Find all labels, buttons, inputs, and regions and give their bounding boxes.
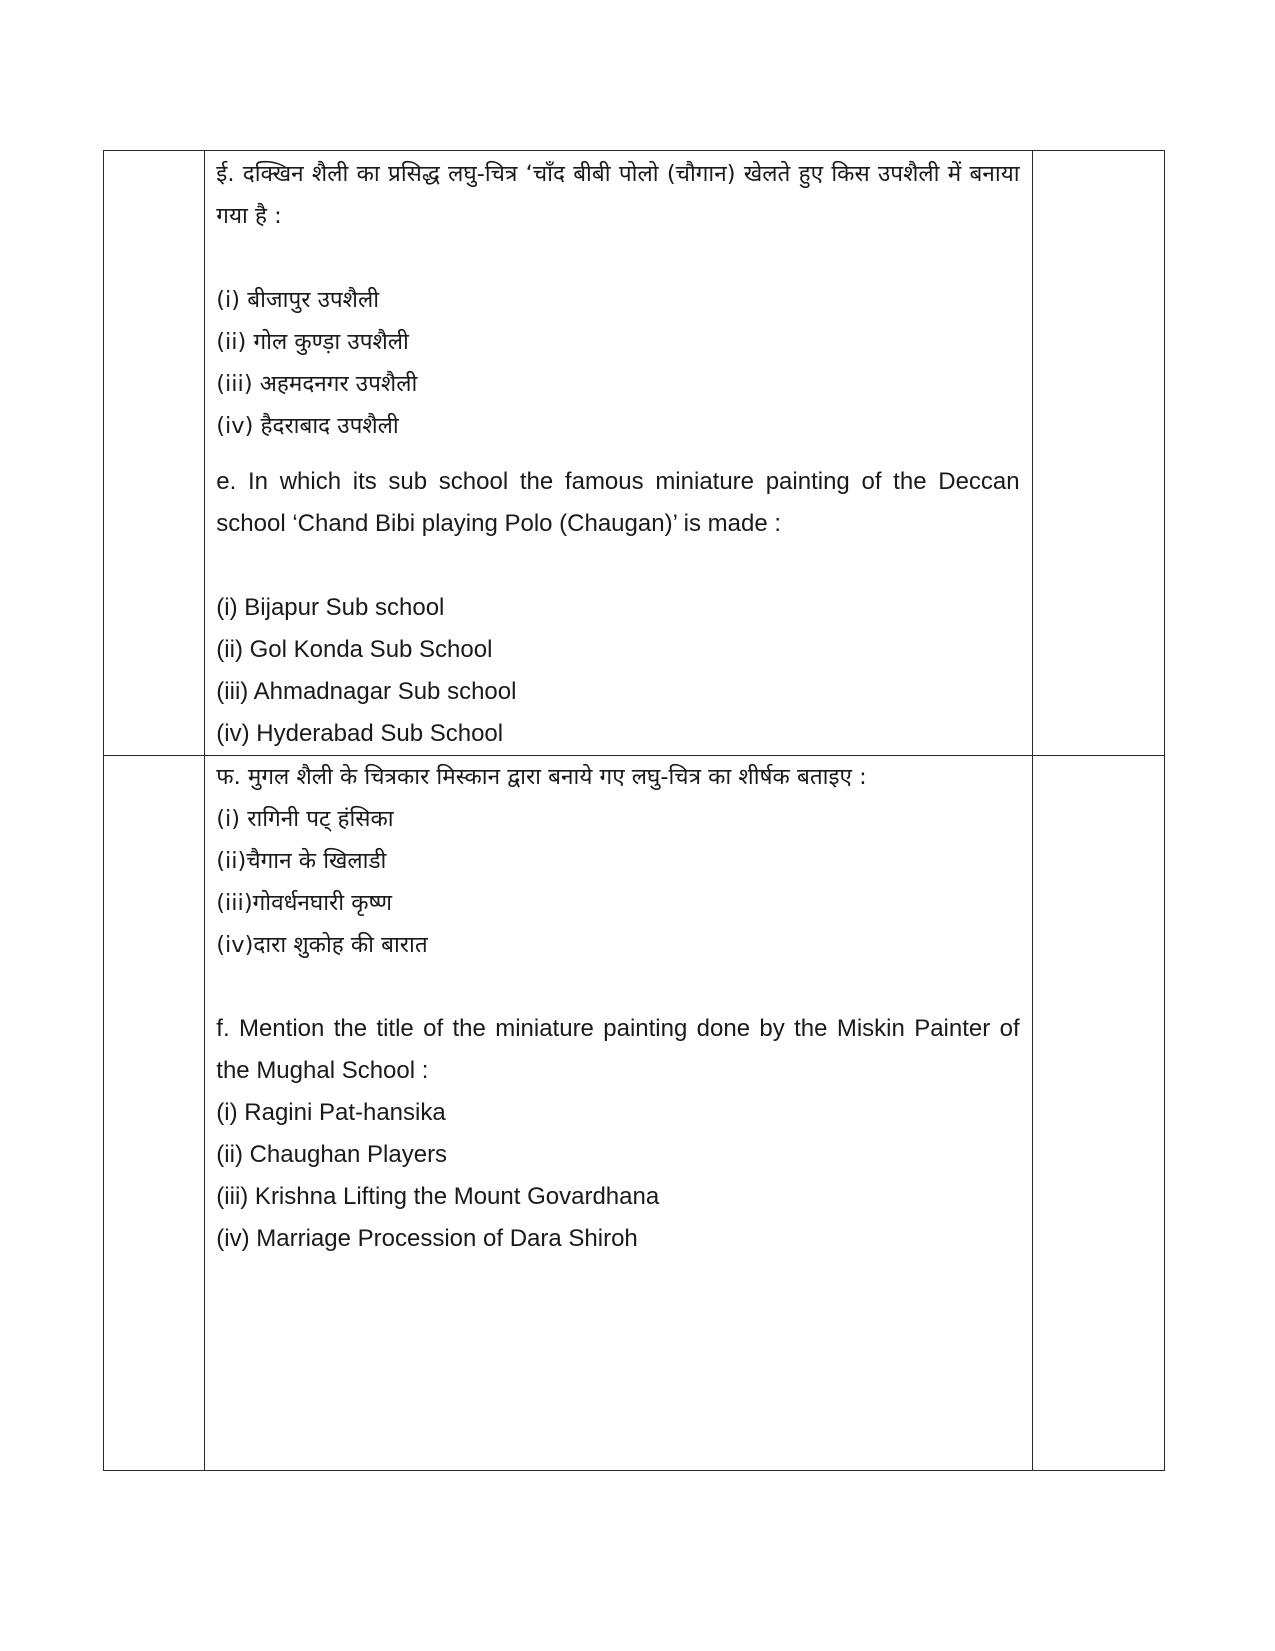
- option-english: (iv) Hyderabad Sub School: [216, 720, 504, 747]
- option-english: (ii) Chaughan Players: [216, 1141, 448, 1168]
- marks-cell: [1032, 151, 1164, 756]
- marks-cell: [1032, 756, 1164, 1471]
- option-hindi: (iv)दारा शुकोह की बारात: [216, 932, 428, 958]
- serial-cell: [104, 151, 205, 756]
- question-cell: [205, 151, 1032, 756]
- option-hindi: (ii)चैगान के खिलाडी: [216, 848, 387, 874]
- question-stem-english: f. Mention the title of the miniature painting done by the Miskin Painter of the Mughal School :: [216, 1015, 1020, 1084]
- option-hindi: (i) रागिनी पट् हंसिका: [216, 806, 394, 832]
- question-stem-hindi: फ. मुगल शैली के चित्रकार मिस्कान द्वारा बनाये गए लघु-चित्र का शीर्षक बताइए :: [216, 764, 867, 790]
- option-hindi: (iv) हैदराबाद उपशैली: [216, 413, 399, 439]
- option-english: (iii) Ahmadnagar Sub school: [216, 678, 517, 705]
- option-english: (i) Ragini Pat-hansika: [216, 1099, 446, 1126]
- option-english: (ii) Gol Konda Sub School: [216, 636, 493, 663]
- question-cell: [205, 756, 1032, 1471]
- option-english: (i) Bijapur Sub school: [216, 594, 445, 621]
- option-hindi: (iii) अहमदनगर उपशैली: [216, 371, 418, 397]
- option-english: (iii) Krishna Lifting the Mount Govardhana: [216, 1183, 660, 1210]
- question-table: [103, 150, 1165, 1471]
- table-row: [104, 756, 1165, 1471]
- question-stem-hindi: ई. दक्खिन शैली का प्रसिद्ध लघु-चित्र ‘चाँद बीबी पोलो (चौगान) खेलते हुए किस उपशैली में बनाया गया है :: [216, 161, 1020, 229]
- option-hindi: (ii) गोल कुण्ड़ा उपशैली: [216, 329, 409, 355]
- option-english: (iv) Marriage Procession of Dara Shiroh: [216, 1225, 638, 1252]
- question-stem-english: e. In which its sub school the famous miniature painting of the Deccan school ‘Chand Bibi playing Polo (Chaugan)’ is made :: [216, 468, 1020, 537]
- table-row: [104, 151, 1165, 756]
- option-hindi: (i) बीजापुर उपशैली: [216, 287, 380, 313]
- option-hindi: (iii)गोवर्धनघारी कृष्ण: [216, 890, 393, 916]
- serial-cell: [104, 756, 205, 1471]
